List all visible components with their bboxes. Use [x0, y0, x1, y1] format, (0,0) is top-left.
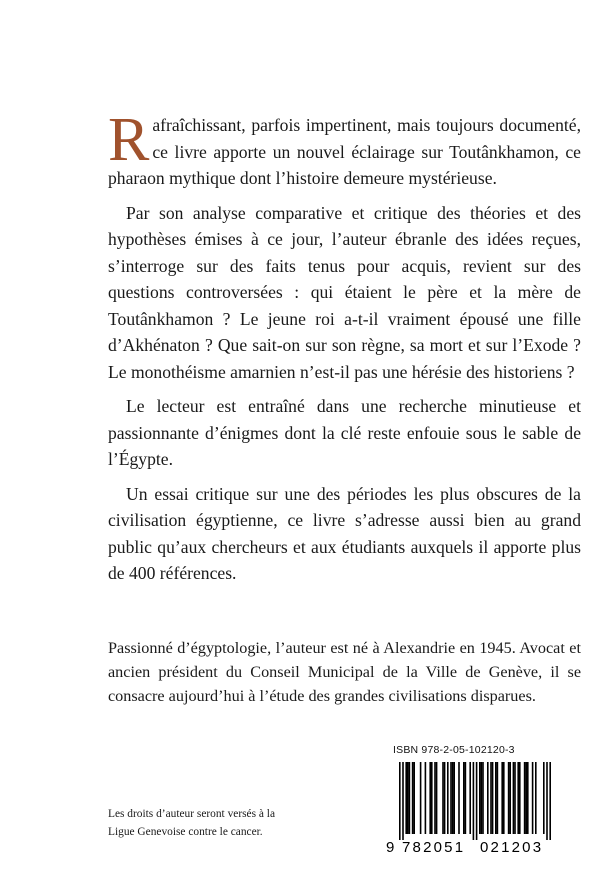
barcode-bar [492, 762, 494, 834]
barcode-bar [519, 762, 521, 834]
barcode-bar [513, 762, 515, 834]
barcode-bar [549, 762, 551, 840]
barcode-bar [413, 762, 415, 834]
barcode-bar [503, 762, 505, 834]
barcode-bar [497, 762, 499, 834]
barcode-bar [465, 762, 467, 834]
barcode-bar [420, 762, 422, 834]
blurb-paragraph-2: Par son analyse comparative et critique des théories et des hypothèses émises à ce jour, l’auteur ébranle des idées reçues, s’interroge sur des faits tenus pour acquis, revient sur des questions controversées : qui étaient le père et la mère de Toutânkhamon ? Le jeune roi a-t-il vraiment épousé une fille d’Akhénaton ? Que sait-on sur son règne, sa mort et sur l’Exode ? Le monothéisme amarnien n’est-il pas une hérésie des historiens ? [108, 202, 581, 382]
barcode-bar [509, 762, 511, 834]
barcode-bar [514, 762, 516, 834]
blurb-paragraph-1-text: afraîchissant, parfois impertinent, mais toujours documenté, ce livre apporte un nouvel éclairage sur Toutânkhamon, ce pharaon mythique dont l’histoire demeure mystérieuse. [108, 115, 581, 188]
back-cover-blurb [108, 106, 581, 595]
barcode-bar [458, 762, 460, 834]
blurb-paragraph-3: Le lecteur est entraîné dans une recherche minutieuse et passionnante d’énigmes dont la clé reste enfouie sous le sable de l’Égypte. [108, 396, 581, 469]
barcode-bar [453, 762, 455, 834]
barcode-bar [495, 762, 497, 834]
barcode-bar [532, 762, 534, 834]
barcode-bar [405, 762, 407, 834]
drop-cap-letter: R [108, 106, 150, 174]
barcode-bar [431, 762, 433, 834]
isbn-barcode [383, 744, 560, 856]
barcode-bar [425, 762, 427, 834]
barcode-bar [469, 762, 471, 834]
barcode-bar [476, 762, 478, 840]
barcode-bar [501, 762, 503, 834]
barcode-bar [487, 762, 489, 834]
barcode-digits-left: 782051 [402, 839, 466, 856]
author-bio: Passionné d’égyptologie, l’auteur est né à Alexandrie en 1945. Avocat et ancien président du Conseil Municipal de la Ville de Genève, il se consacre aujourd’hui à l’étude des grandes civilisations disparues. [108, 639, 581, 705]
barcode-bar [535, 762, 537, 834]
barcode-bar [524, 762, 526, 834]
barcode-bar [447, 762, 449, 834]
barcode-bar [436, 762, 438, 834]
blurb-paragraph-4: Un essai critique sur une des périodes les plus obscures de la civilisation égyptienne, ce livre s’adresse aussi bien au grand public qu’aux chercheurs et aux étudiants auxquels il apporte plus de 400 références. [108, 483, 581, 583]
barcode-bar [452, 762, 454, 834]
rights-note [108, 805, 348, 841]
barcode-bar [490, 762, 492, 834]
barcode-bar [399, 762, 401, 840]
barcode-graphic [383, 760, 560, 856]
barcode-bar [546, 762, 548, 840]
barcode-bar [450, 762, 452, 834]
barcode-bar [412, 762, 414, 834]
rights-note-line-2: Ligue Genevoise contre le cancer. [108, 826, 263, 838]
barcode-bars [399, 762, 551, 840]
barcode-bar [442, 762, 444, 834]
barcode-bar [482, 762, 484, 834]
barcode-bar [444, 762, 446, 834]
barcode-bar [479, 762, 481, 834]
barcode-bar [473, 762, 475, 840]
barcode-bar [481, 762, 483, 834]
barcode-bar [429, 762, 431, 834]
barcode-bar [508, 762, 510, 834]
barcode-bar [407, 762, 409, 834]
barcode-bar [525, 762, 527, 834]
blurb-paragraph-1 [108, 106, 581, 192]
rights-note-line-1: Les droits d’auteur seront versés à la [108, 808, 276, 820]
barcode-bar [543, 762, 545, 834]
barcode-bar [463, 762, 465, 834]
barcode-bar [409, 762, 411, 834]
barcode-bar [527, 762, 529, 834]
barcode-bar [434, 762, 436, 834]
barcode-bar [517, 762, 519, 834]
barcode-digit-first: 9 [386, 839, 395, 856]
barcode-bar [402, 762, 404, 840]
barcode-digits-right: 021203 [480, 839, 544, 856]
isbn-label: ISBN 978-2-05-102120-3 [393, 744, 515, 756]
